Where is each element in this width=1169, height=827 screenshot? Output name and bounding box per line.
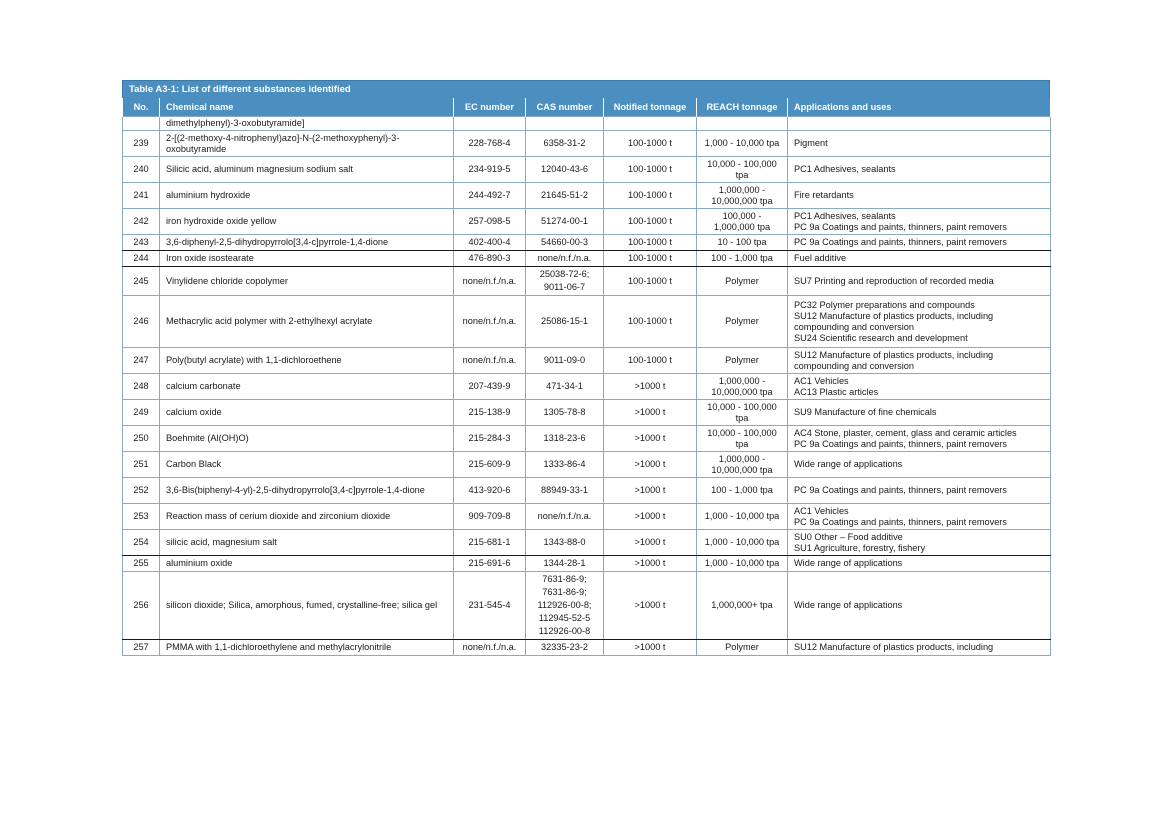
cell-applications	[788, 478, 1051, 504]
cell-cas-number	[526, 209, 604, 235]
cell-notified-tonnage: 100-1000 t	[604, 131, 697, 157]
cell-cas-number	[526, 556, 604, 572]
cell-cas-number	[526, 530, 604, 556]
cas-value: 12040-43-6	[541, 164, 588, 174]
use-entry: SU7 Printing and reproduction of recorded media	[794, 275, 994, 286]
cell-ec-number: 215-284-3	[454, 426, 526, 452]
table-header-row	[123, 98, 1051, 117]
cas-value: 112926-00-8	[538, 626, 591, 636]
substances-table-wrapper	[122, 80, 1050, 656]
cas-value: 112926-00-8;	[537, 600, 592, 610]
cell-cas-number	[526, 478, 604, 504]
table-body	[123, 117, 1051, 656]
cell-reach-tonnage: 100 - 1,000 tpa	[697, 478, 788, 504]
header-notified-tonnage: Notified tonnage	[604, 98, 697, 117]
cell-ec-number: 215-681-1	[454, 530, 526, 556]
use-entry: Pigment	[794, 138, 828, 148]
cell-reach-tonnage: 1,000 - 10,000 tpa	[697, 504, 788, 530]
cell-applications	[788, 374, 1051, 400]
cell-cas-number	[526, 640, 604, 656]
cell-reach-tonnage: Polymer	[697, 296, 788, 348]
use-entry: PC 9a Coatings and paints, thinners, paint removers	[794, 485, 1007, 495]
use-entry: PC1 Adhesives, sealants	[794, 164, 896, 174]
cell-applications	[788, 572, 1051, 640]
cell-chemical-name: silicon dioxide; Silica, amorphous, fumed, crystalline-free; silica gel	[160, 572, 454, 640]
cell-applications	[788, 556, 1051, 572]
cell-notified-tonnage: >1000 t	[604, 556, 697, 572]
cell-ec-number: none/n.f./n.a.	[454, 348, 526, 374]
cas-value: 51274-00-1	[541, 216, 588, 226]
cell-no: 243	[123, 235, 160, 251]
cell-reach-tonnage: 1,000 - 10,000 tpa	[697, 530, 788, 556]
cell-ec-number: 234-919-5	[454, 157, 526, 183]
use-entry: AC4 Stone, plaster, cement, glass and ceramic articles	[794, 427, 1017, 438]
cell-notified-tonnage: >1000 t	[604, 572, 697, 640]
cell-chemical-name: Boehmite (Al(OH)O)	[160, 426, 454, 452]
cell-no: 248	[123, 374, 160, 400]
cell-applications	[788, 251, 1051, 267]
cell-notified-tonnage: 100-1000 t	[604, 348, 697, 374]
cell-cas-number	[526, 131, 604, 157]
cell-ec-number: 257-098-5	[454, 209, 526, 235]
cell-ec-number: 231-545-4	[454, 572, 526, 640]
cell-ec-number: 207-439-9	[454, 374, 526, 400]
cell-no: 247	[123, 348, 160, 374]
cell-no: 257	[123, 640, 160, 656]
use-entry: SU24 Scientific research and development	[794, 332, 968, 343]
cell-notified-tonnage: >1000 t	[604, 640, 697, 656]
cas-value: 6358-31-2	[543, 138, 586, 148]
cell-chemical-name: dimethylphenyl)-3-oxobutyramide]	[160, 117, 454, 131]
header-cas-number: CAS number	[526, 98, 604, 117]
cell-reach-tonnage: 100 - 1,000 tpa	[697, 251, 788, 267]
cell-notified-tonnage: >1000 t	[604, 478, 697, 504]
table-row	[123, 235, 1051, 251]
cas-value: 1318-23-6	[543, 433, 586, 443]
cell-applications	[788, 117, 1051, 131]
cell-notified-tonnage: >1000 t	[604, 426, 697, 452]
header-reach-tonnage: REACH tonnage	[697, 98, 788, 117]
cell-ec-number: 909-709-8	[454, 504, 526, 530]
cell-cas-number	[526, 183, 604, 209]
cell-chemical-name: aluminium oxide	[160, 556, 454, 572]
cell-chemical-name: 3,6-diphenyl-2,5-dihydropyrrolo[3,4-c]pyrrole-1,4-dione	[160, 235, 454, 251]
cell-applications	[788, 209, 1051, 235]
cell-no: 256	[123, 572, 160, 640]
cas-value: none/n.f./n.a.	[537, 253, 592, 263]
table-row	[123, 504, 1051, 530]
cell-no: 250	[123, 426, 160, 452]
cell-applications	[788, 640, 1051, 656]
cell-applications	[788, 452, 1051, 478]
cas-value: 7631-86-9;	[542, 587, 587, 597]
cell-no: 244	[123, 251, 160, 267]
use-entry: PC 9a Coatings and paints, thinners, paint removers	[794, 221, 1007, 232]
cas-value: 25038-72-6;	[539, 269, 590, 279]
use-entry: AC13 Plastic articles	[794, 386, 879, 397]
cas-value: 32335-23-2	[541, 642, 588, 652]
cell-notified-tonnage: 100-1000 t	[604, 183, 697, 209]
cell-cas-number	[526, 452, 604, 478]
cell-notified-tonnage: >1000 t	[604, 452, 697, 478]
cell-no: 249	[123, 400, 160, 426]
table-row	[123, 556, 1051, 572]
cell-ec-number: 413-920-6	[454, 478, 526, 504]
cell-reach-tonnage: 1,000,000 - 10,000,000 tpa	[697, 374, 788, 400]
cell-reach-tonnage: 100,000 - 1,000,000 tpa	[697, 209, 788, 235]
cell-no: 241	[123, 183, 160, 209]
cell-reach-tonnage: 1,000,000 - 10,000,000 tpa	[697, 183, 788, 209]
use-entry: SU12 Manufacture of plastics products, including compounding and conversion	[794, 310, 994, 332]
cell-notified-tonnage: 100-1000 t	[604, 157, 697, 183]
cell-cas-number	[526, 251, 604, 267]
table-row	[123, 640, 1051, 656]
cell-reach-tonnage: 1,000 - 10,000 tpa	[697, 556, 788, 572]
substances-table	[122, 98, 1051, 656]
use-entry: Wide range of applications	[794, 558, 903, 568]
use-entry: Wide range of applications	[794, 459, 903, 469]
cell-reach-tonnage	[697, 117, 788, 131]
cell-reach-tonnage: Polymer	[697, 640, 788, 656]
cas-value: 7631-86-9;	[542, 574, 587, 584]
cas-value: 1305-78-8	[543, 407, 586, 417]
table-row	[123, 267, 1051, 296]
table-row	[123, 131, 1051, 157]
use-entry: SU0 Other – Food additive	[794, 531, 903, 542]
table-row	[123, 296, 1051, 348]
cell-notified-tonnage: >1000 t	[604, 400, 697, 426]
cell-chemical-name: PMMA with 1,1-dichloroethylene and methylacrylonitrile	[160, 640, 454, 656]
cell-reach-tonnage: 1,000,000+ tpa	[697, 572, 788, 640]
cell-ec-number: none/n.f./n.a.	[454, 267, 526, 296]
cell-reach-tonnage: Polymer	[697, 348, 788, 374]
use-entry: PC 9a Coatings and paints, thinners, paint removers	[794, 237, 1007, 247]
use-entry: SU9 Manufacture of fine chemicals	[794, 407, 937, 417]
use-entry: PC32 Polymer preparations and compounds	[794, 299, 975, 310]
cell-notified-tonnage: 100-1000 t	[604, 251, 697, 267]
cas-value: 112945-52-5	[538, 613, 591, 623]
cell-no	[123, 117, 160, 131]
cell-no: 240	[123, 157, 160, 183]
cell-reach-tonnage: 1,000,000 - 10,000,000 tpa	[697, 452, 788, 478]
table-row	[123, 452, 1051, 478]
cell-notified-tonnage: >1000 t	[604, 504, 697, 530]
table-row	[123, 374, 1051, 400]
cas-value: 9011-09-0	[543, 355, 586, 365]
cell-notified-tonnage: >1000 t	[604, 530, 697, 556]
cell-no: 251	[123, 452, 160, 478]
cell-cas-number	[526, 117, 604, 131]
cell-notified-tonnage: 100-1000 t	[604, 209, 697, 235]
cell-ec-number: 215-138-9	[454, 400, 526, 426]
use-entry: AC1 Vehicles	[794, 375, 849, 386]
table-row	[123, 157, 1051, 183]
cell-no: 246	[123, 296, 160, 348]
cell-chemical-name: Iron oxide isostearate	[160, 251, 454, 267]
cas-value: 54660-00-3	[541, 237, 588, 247]
use-entry: PC 9a Coatings and paints, thinners, paint removers	[794, 438, 1007, 449]
cell-chemical-name: aluminium hydroxide	[160, 183, 454, 209]
use-entry: Wide range of applications	[794, 600, 903, 610]
table-row	[123, 426, 1051, 452]
cell-chemical-name: 2-[(2-methoxy-4-nitrophenyl)azo]-N-(2-methoxyphenyl)-3-oxobutyramide	[160, 131, 454, 157]
cell-chemical-name: 3,6-Bis(biphenyl-4-yl)-2,5-dihydropyrrolo[3,4-c]pyrrole-1,4-dione	[160, 478, 454, 504]
cell-no: 255	[123, 556, 160, 572]
cell-applications	[788, 157, 1051, 183]
cas-value: 471-34-1	[546, 381, 583, 391]
cell-chemical-name: silicic acid, magnesium salt	[160, 530, 454, 556]
cell-chemical-name: Vinylidene chloride copolymer	[160, 267, 454, 296]
table-row	[123, 400, 1051, 426]
cell-applications	[788, 267, 1051, 296]
cell-cas-number	[526, 235, 604, 251]
cell-cas-number	[526, 374, 604, 400]
cas-value: 21645-51-2	[541, 190, 588, 200]
cas-value: 1344-28-1	[543, 558, 586, 568]
use-entry: SU12 Manufacture of plastics products, including compounding and conversion	[794, 349, 994, 371]
use-entry: PC 9a Coatings and paints, thinners, paint removers	[794, 516, 1007, 527]
cell-reach-tonnage: 10,000 - 100,000 tpa	[697, 157, 788, 183]
cell-chemical-name: calcium carbonate	[160, 374, 454, 400]
table-row	[123, 572, 1051, 640]
cell-no: 253	[123, 504, 160, 530]
table-row	[123, 530, 1051, 556]
cell-ec-number: 215-691-6	[454, 556, 526, 572]
cell-ec-number: none/n.f./n.a.	[454, 296, 526, 348]
table-row	[123, 348, 1051, 374]
cell-cas-number	[526, 504, 604, 530]
cell-chemical-name: Silicic acid, aluminum magnesium sodium salt	[160, 157, 454, 183]
cas-value: 1343-88-0	[543, 537, 586, 547]
cell-notified-tonnage: 100-1000 t	[604, 267, 697, 296]
cell-no: 242	[123, 209, 160, 235]
cas-value: none/n.f./n.a.	[537, 511, 592, 521]
cell-cas-number	[526, 296, 604, 348]
cell-applications	[788, 348, 1051, 374]
use-entry: SU12 Manufacture of plastics products, including	[794, 642, 994, 652]
cell-applications	[788, 504, 1051, 530]
table-row	[123, 209, 1051, 235]
cell-cas-number	[526, 426, 604, 452]
cell-notified-tonnage: 100-1000 t	[604, 296, 697, 348]
cas-value: 1333-86-4	[543, 459, 586, 469]
cell-chemical-name: Reaction mass of cerium dioxide and zirconium dioxide	[160, 504, 454, 530]
use-entry: AC1 Vehicles	[794, 505, 849, 516]
cell-notified-tonnage: >1000 t	[604, 374, 697, 400]
cell-no: 252	[123, 478, 160, 504]
use-entry: PC1 Adhesives, sealants	[794, 210, 896, 221]
cas-value: 88949-33-1	[541, 485, 588, 495]
cell-cas-number	[526, 157, 604, 183]
cell-chemical-name: Methacrylic acid polymer with 2-ethylhexyl acrylate	[160, 296, 454, 348]
cell-ec-number: 476-890-3	[454, 251, 526, 267]
table-row	[123, 478, 1051, 504]
cell-no: 245	[123, 267, 160, 296]
cell-notified-tonnage	[604, 117, 697, 131]
cell-cas-number	[526, 400, 604, 426]
cas-value: 25086-15-1	[541, 316, 588, 326]
cell-reach-tonnage: 10 - 100 tpa	[697, 235, 788, 251]
cell-chemical-name: Carbon Black	[160, 452, 454, 478]
cell-ec-number: 244-492-7	[454, 183, 526, 209]
cell-applications	[788, 426, 1051, 452]
header-ec-number: EC number	[454, 98, 526, 117]
cell-reach-tonnage: 10,000 - 100,000 tpa	[697, 400, 788, 426]
table-row	[123, 117, 1051, 131]
cell-ec-number	[454, 117, 526, 131]
cell-cas-number	[526, 267, 604, 296]
cell-reach-tonnage: 1,000 - 10,000 tpa	[697, 131, 788, 157]
header-chemical-name: Chemical name	[160, 98, 454, 117]
cell-notified-tonnage: 100-1000 t	[604, 235, 697, 251]
cell-applications	[788, 235, 1051, 251]
use-entry: Fuel additive	[794, 253, 847, 263]
header-no: No.	[123, 98, 160, 117]
cell-cas-number	[526, 348, 604, 374]
cell-ec-number: none/n.f./n.a.	[454, 640, 526, 656]
header-applications: Applications and uses	[788, 98, 1051, 117]
cas-value: 9011-06-7	[543, 282, 586, 292]
cell-ec-number: 215-609-9	[454, 452, 526, 478]
table-caption: Table A3-1: List of different substances identified	[122, 80, 1050, 98]
cell-cas-number	[526, 572, 604, 640]
cell-chemical-name: iron hydroxide oxide yellow	[160, 209, 454, 235]
cell-ec-number: 402-400-4	[454, 235, 526, 251]
table-row	[123, 251, 1051, 267]
table-row	[123, 183, 1051, 209]
cell-chemical-name: Poly(butyl acrylate) with 1,1-dichloroethene	[160, 348, 454, 374]
cell-no: 239	[123, 131, 160, 157]
cell-reach-tonnage: Polymer	[697, 267, 788, 296]
use-entry: Fire retardants	[794, 190, 854, 200]
cell-ec-number: 228-768-4	[454, 131, 526, 157]
cell-applications	[788, 296, 1051, 348]
use-entry: SU1 Agriculture, forestry, fishery	[794, 542, 926, 553]
cell-applications	[788, 400, 1051, 426]
cell-reach-tonnage: 10,000 - 100,000 tpa	[697, 426, 788, 452]
cell-applications	[788, 131, 1051, 157]
cell-chemical-name: calcium oxide	[160, 400, 454, 426]
cell-no: 254	[123, 530, 160, 556]
cell-applications	[788, 183, 1051, 209]
cell-applications	[788, 530, 1051, 556]
